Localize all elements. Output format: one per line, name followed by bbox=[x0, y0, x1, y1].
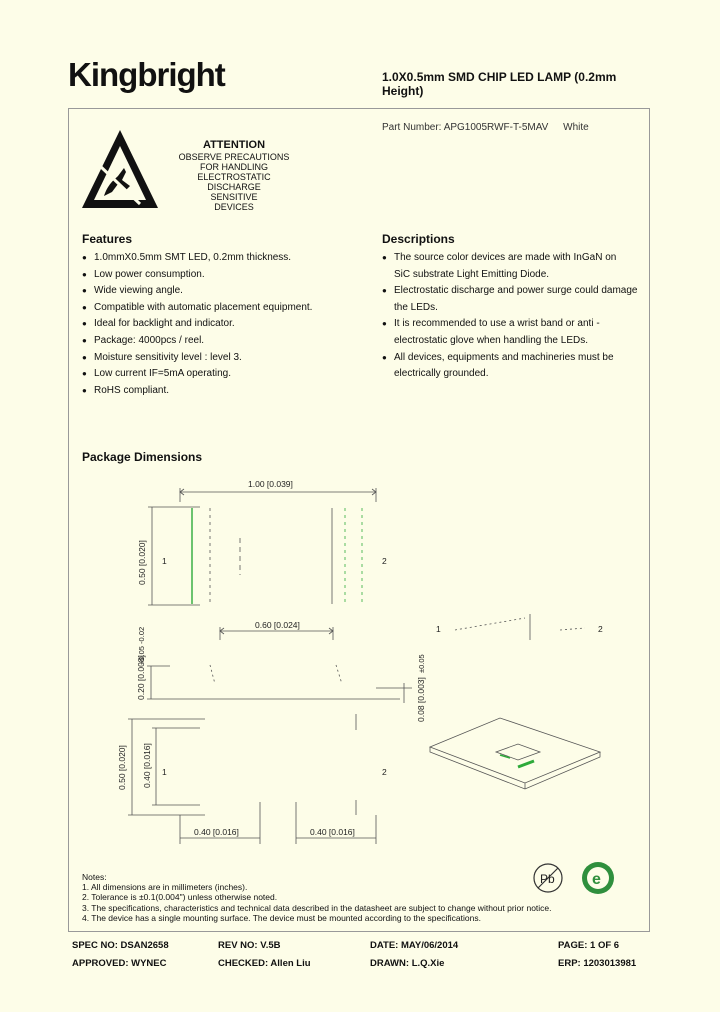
pin-2-label: 2 bbox=[382, 767, 387, 777]
attention-line: DISCHARGE bbox=[207, 182, 261, 192]
dim-side-width: 0.60 [0.024] bbox=[255, 620, 300, 630]
spec-number: SPEC NO: DSAN2658 bbox=[72, 940, 169, 951]
kingbright-logo: Kingbright bbox=[68, 56, 225, 93]
attention-line: OBSERVE PRECAUTIONS bbox=[178, 152, 290, 162]
checked-by: CHECKED: Allen Liu bbox=[218, 958, 311, 969]
pin-1-label: 1 bbox=[436, 624, 441, 634]
pin-1-label: 1 bbox=[162, 556, 167, 566]
page-number: PAGE: 1 OF 6 bbox=[558, 940, 620, 951]
pb-label: Pb bbox=[540, 872, 555, 886]
dim-side-tolerance: +0.05 -0.02 bbox=[137, 626, 146, 665]
notes-title: Notes: bbox=[82, 872, 107, 882]
eco-label: e bbox=[592, 871, 601, 888]
attention-line: ELECTROSTATIC bbox=[197, 172, 271, 182]
drawn-by: DRAWN: L.Q.Xie bbox=[370, 958, 445, 969]
list-item: ● Low current IF=5mA operating. bbox=[82, 366, 372, 383]
notes-section bbox=[82, 872, 552, 923]
package-dimensions-heading: Package Dimensions bbox=[82, 450, 203, 464]
attention-line: DEVICES bbox=[214, 202, 254, 212]
list-item: ● Low power consumption. bbox=[82, 267, 372, 284]
description-line: ● Electrostatic discharge and power surge could damage bbox=[394, 285, 638, 297]
description-line: electrostatic glove when handling the LEDs. bbox=[394, 334, 589, 346]
dim-bottom-left-width: 0.40 [0.016] bbox=[194, 827, 239, 837]
attention-line: SENSITIVE bbox=[210, 192, 258, 202]
part-color: White bbox=[563, 122, 589, 133]
descriptions-heading: Descriptions bbox=[382, 232, 455, 246]
eco-rohs-icon bbox=[582, 862, 614, 894]
description-line: SiC substrate Light Emitting Diode. bbox=[394, 268, 550, 280]
pin-2-label: 2 bbox=[598, 624, 603, 634]
dim-side-right-tolerance: ±0.05 bbox=[417, 654, 426, 673]
description-line: electrically grounded. bbox=[394, 368, 489, 380]
list-item: ● Ideal for backlight and indicator. bbox=[82, 316, 372, 333]
list-item: ● RoHS compliant. bbox=[82, 383, 372, 400]
list-item: ● Compatible with automatic placement equipment. bbox=[82, 300, 372, 317]
list-item: ● Wide viewing angle. bbox=[82, 283, 372, 300]
list-item: ● 1.0mmX0.5mm SMT LED, 0.2mm thickness. bbox=[82, 250, 372, 267]
list-item: ● Moisture sensitivity level : level 3. bbox=[82, 350, 372, 367]
dim-bottom-inner: 0.40 [0.016] bbox=[142, 743, 152, 788]
footer-row-1 bbox=[72, 940, 648, 954]
description-line: ● All devices, equipments and machineries must be bbox=[394, 351, 614, 363]
note-item: 3. The specifications, characteristics and technical data described in the datasheet are subject to change without prior notice. bbox=[82, 902, 552, 913]
description-line: the LEDs. bbox=[394, 301, 438, 313]
dim-top-width: 1.00 [0.039] bbox=[248, 479, 293, 489]
dim-top-height: 0.50 [0.020] bbox=[137, 540, 147, 585]
document-date: DATE: MAY/06/2014 bbox=[370, 940, 459, 951]
erp-number: ERP: 1203013981 bbox=[558, 958, 637, 969]
list-item: ● Package: 4000pcs / reel. bbox=[82, 333, 372, 350]
approved-by: APPROVED: WYNEC bbox=[72, 958, 167, 969]
revision-number: REV NO: V.5B bbox=[218, 940, 281, 951]
pin-1-label: 1 bbox=[162, 767, 167, 777]
description-line: ● The source color devices are made with InGaN on bbox=[394, 252, 617, 263]
note-item: 2. Tolerance is ±0.1(0.004") unless otherwise noted. bbox=[82, 892, 278, 903]
document-title: 1.0X0.5mm SMD CHIP LED LAMP (0.2mm Height) bbox=[382, 70, 617, 98]
attention-line: FOR HANDLING bbox=[199, 162, 268, 172]
part-number: Part Number: APG1005RWF-T-5MAV bbox=[382, 122, 549, 133]
dim-bottom-height: 0.50 [0.020] bbox=[117, 745, 127, 790]
dim-side-right: 0.08 [0.003] bbox=[416, 677, 426, 722]
pin-2-label: 2 bbox=[382, 556, 387, 566]
note-item: 4. The device has a single mounting surface. The device must be mounted according to the specifications. bbox=[82, 912, 481, 923]
note-item: 1. All dimensions are in millimeters (inches). bbox=[82, 882, 248, 893]
features-heading: Features bbox=[82, 232, 133, 246]
description-line: ● It is recommended to use a wrist band or anti - bbox=[394, 318, 600, 330]
dim-bottom-right-width: 0.40 [0.016] bbox=[310, 827, 355, 837]
attention-title: ATTENTION bbox=[202, 139, 266, 151]
footer-row-2 bbox=[72, 958, 648, 972]
dim-side-height: 0.20 [0.008] bbox=[136, 655, 146, 700]
